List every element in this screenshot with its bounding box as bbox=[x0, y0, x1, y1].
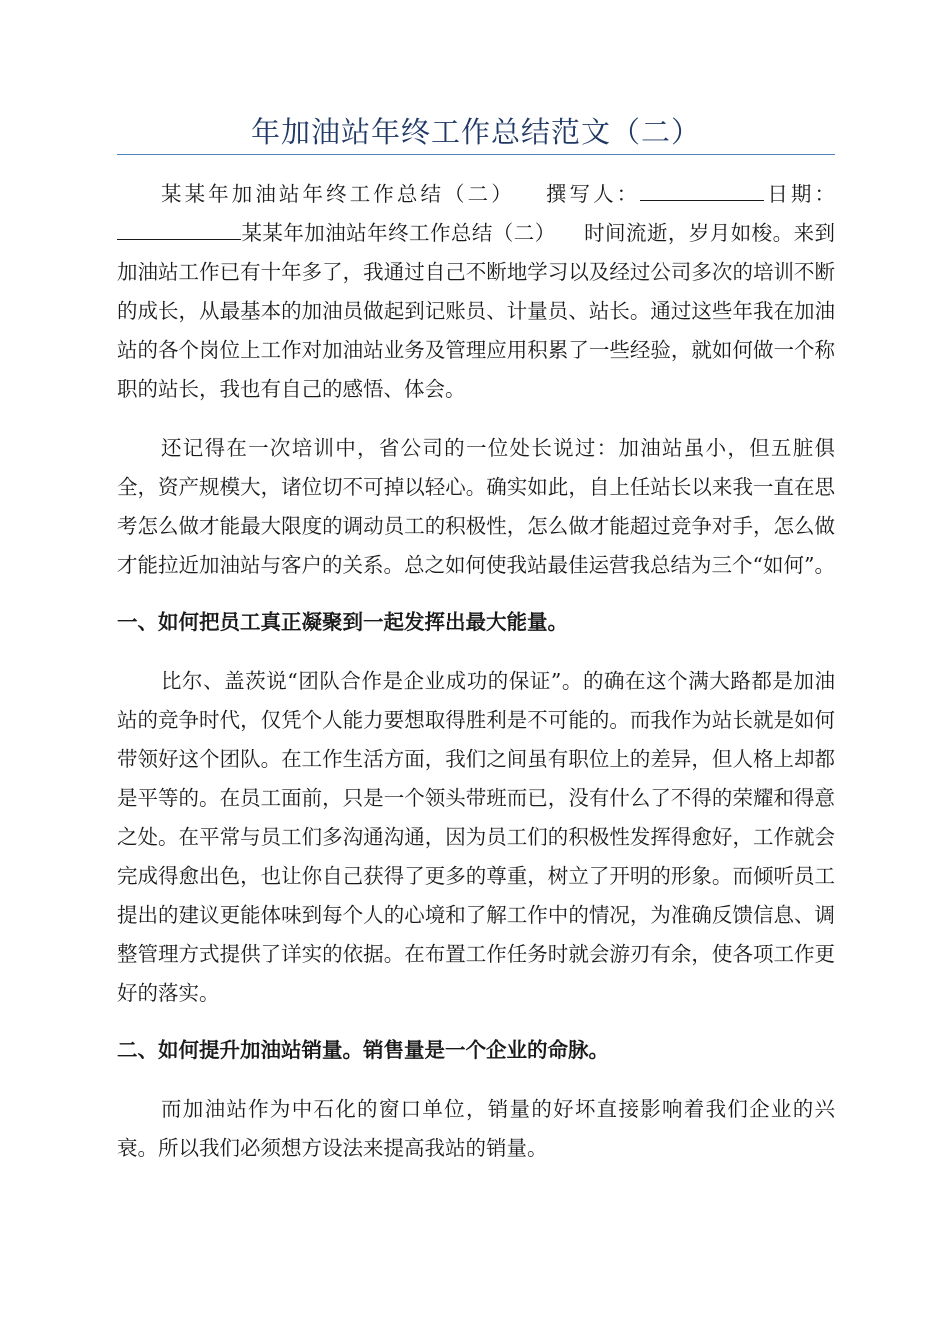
intro-heading: 某某年加油站年终工作总结（二） bbox=[161, 182, 515, 206]
section-2-body: 而加油站作为中石化的窗口单位，销量的好坏直接影响着我们企业的兴衰。所以我们必须想方设法来提高我站的销量。 bbox=[117, 1097, 835, 1160]
repeat-title: 某某年加油站年终工作总结（二） bbox=[241, 221, 556, 245]
author-blank bbox=[640, 180, 764, 201]
section-1-body: 比尔、盖茨说“团队合作是企业成功的保证”。的确在这个满大路都是加油站的竞争时代，仅凭个人能力要想取得胜利是不可能的。而我作为站长就是如何带领好这个团队。在工作生活方面，我们之间虽有职位上的差异，但人格上却都是平等的。在员工面前，只是一个领头带班而已，没有什么了不得的荣耀和得意之处。在平常与员工们多沟通沟通，因为员工们的积极性发挥得愈好，工作就会完成得愈出色，也让你自己获得了更多的尊重，树立了开明的形象。而倾听员工提出的建议更能体味到每个人的心境和了解工作中的情况，为准确反馈信息、调整管理方式提供了详实的依据。在布置工作任务时就会游刃有余，使各项工作更好的落实。 bbox=[117, 669, 835, 1005]
title-underline bbox=[117, 154, 835, 155]
document-page bbox=[117, 0, 835, 1168]
author-label: 撰写人： bbox=[542, 182, 641, 206]
section-1-heading: 一、如何把员工真正凝聚到一起发挥出最大能量。 bbox=[117, 610, 568, 634]
section-2-heading: 二、如何提升加油站销量。销售量是一个企业的命脉。 bbox=[117, 1038, 609, 1062]
document-title: 年加油站年终工作总结范文（二） bbox=[250, 115, 701, 149]
intro-body: 时间流逝，岁月如梭。来到加油站工作已有十年多了，我通过自己不断地学习以及经过公司多次的培训不断的成长，从最基本的加油员做起到记账员、计量员、站长。通过这些年我在加油站的各个岗位上工作对加油站业务及管理应用积累了一些经验，就如何做一个称职的站长，我也有自己的感悟、体会。 bbox=[117, 221, 836, 401]
date-label: 日期： bbox=[764, 182, 836, 206]
date-blank bbox=[117, 219, 241, 240]
intro-paragraph bbox=[117, 175, 835, 409]
paragraph-training: 还记得在一次培训中，省公司的一位处长说过：加油站虽小，但五脏俱全，资产规模大，诸位切不可掉以轻心。确实如此，自上任站长以来我一直在思考怎么做才能最大限度的调动员工的积极性，怎么做才能超过竞争对手，怎么做才能拉近加油站与客户的关系。总之如何使我站最佳运营我总结为三个“如何”。 bbox=[117, 436, 835, 577]
